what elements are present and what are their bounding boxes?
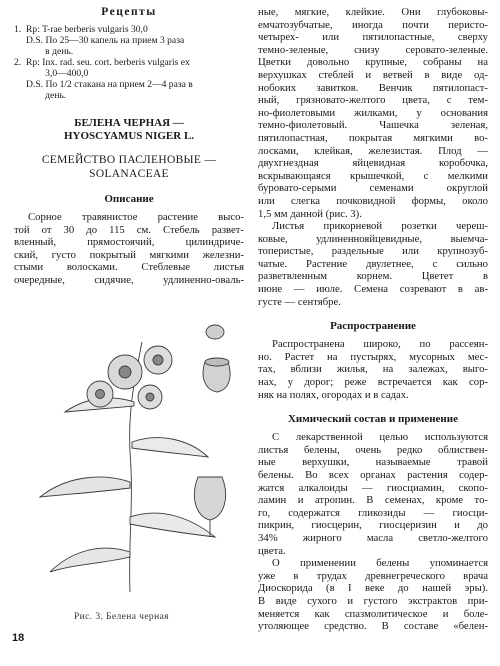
text-line: Цветки довольно крупные, собраны на	[258, 56, 488, 69]
text-line: Листья прикорневой розетки череш-	[272, 220, 488, 233]
text-line: лосками, клейкая, железистая. Плод —	[258, 144, 488, 157]
text-line: емчатозубчатые, иногда почти перисто-	[258, 18, 488, 31]
text-line: уже в трудах древнегреческого врача	[258, 569, 488, 582]
text-line: или слегка почковидной формы, около	[258, 194, 488, 207]
recipe-line: 1. Rp: T-rae berberis vulgaris 30,0	[14, 24, 148, 35]
plant-title-russian: БЕЛЕНА ЧЕРНАЯ —	[74, 117, 184, 129]
text-line: пятилопастная, покрытая мягкими во-	[258, 131, 488, 144]
henbane-illustration	[30, 302, 235, 602]
text-line: той от 30 до 115 см. Стебель развет-	[14, 223, 244, 236]
usage-paragraph	[258, 557, 488, 633]
text-line: В виде сухого и густого экстрактов при-	[258, 594, 488, 607]
description-continuation	[258, 6, 488, 220]
text-line: темно-зеленые, снизу серовато-зеленые.	[258, 43, 488, 56]
page-number: 18	[12, 632, 25, 644]
right-column	[258, 6, 488, 633]
family-latin: SOLANACEAE	[89, 168, 169, 180]
text-line: но. Растет на пустырях, мусорных мес-	[258, 350, 488, 363]
recipe-line: день.	[14, 90, 67, 101]
text-line: но-фиолетовыми жилками, у основания	[258, 106, 488, 119]
text-line: няк на полях, огородах и в садах.	[258, 388, 409, 401]
text-line: утоляющее средство. В составе «белен-	[258, 620, 488, 633]
text-line: цвета.	[258, 544, 286, 557]
text-line: двухгнездная яйцевидная коробочка,	[258, 157, 488, 170]
recipe-line: в день.	[14, 46, 74, 57]
text-line: пикрин, гиосцерин, гиосцеризин и до	[258, 519, 488, 532]
text-line: вленный, прямостоячий, цилиндриче-	[14, 236, 244, 249]
left-column	[14, 6, 244, 287]
distribution-paragraph	[258, 338, 488, 401]
text-line: Диоскорида (в I веке до нашей эры).	[258, 582, 488, 595]
text-line: 1,5 мм данной (рис. 3).	[258, 207, 362, 220]
text-line: июне — июле. Семена созревают в ав-	[258, 283, 488, 296]
text-line: густе — сентябре.	[258, 295, 341, 308]
text-line: ский, густо покрытый мягкими железни-	[14, 248, 244, 261]
chemistry-paragraph	[258, 431, 488, 557]
recipe-line: 2. Rp: Inx. rad. seu. cort. berberis vulgaris ex	[14, 57, 190, 68]
text-line: листья белены, очень редко облиствен-	[258, 443, 488, 456]
text-line: белены. Во всех органах растения содер-	[258, 469, 488, 481]
text-line: ковые, удлиненнояйцевидные, выемча-	[258, 232, 488, 245]
text-line: ный, грязновато-желтого цвета, с тем-	[258, 94, 488, 107]
description-paragraph	[14, 211, 244, 287]
recipes-heading: Рецепты	[101, 6, 157, 18]
text-line: нобоких завитков. Венчик пятилопаст-	[258, 81, 488, 94]
text-line: стыми волосками. Стеблевые листья	[14, 261, 244, 274]
plant-family	[14, 153, 244, 181]
recipe-line: D.S. По 25—30 капель на прием 3 раза	[14, 35, 185, 46]
text-line: ламин и атропин. В семенах, кроме то-	[258, 494, 488, 507]
text-line: темно-фиолетовый. Чашечка зеленая,	[258, 119, 488, 132]
text-line: топеристые, раздельные или крупнозуб-	[258, 245, 488, 258]
text-line: вскрывающаяся крышечкой, с мелкими	[258, 169, 488, 182]
figure-caption: Рис. 3. Белена черная	[74, 612, 169, 622]
text-line: О применении белены упоминается	[272, 557, 488, 570]
text-line: Сорное травянистое растение высо-	[28, 211, 244, 223]
text-line: чатые. Растение двулетнее, с сильно	[258, 257, 488, 270]
plant-title-latin: HYOSCYAMUS NIGER L.	[63, 130, 195, 142]
text-line: разветвленным корнем. Цветет в	[258, 270, 488, 283]
recipe-line: D.S. По 1/2 стакана на прием 2—4 раза в	[14, 79, 193, 90]
text-line: Распространена широко, по рассеян-	[272, 338, 488, 351]
plant-title	[14, 117, 244, 143]
text-line: 34% жирного масла светло-желтого	[258, 531, 488, 544]
distribution-heading: Распространение	[330, 320, 416, 333]
text-line: меняется как спазмолитическое и боле-	[258, 607, 488, 620]
family-russian: СЕМЕЙСТВО ПАСЛЕНОВЫЕ —	[41, 154, 217, 166]
text-line: нах, у дорог; реже встречается как сор-	[258, 376, 488, 389]
text-line: буровато-серыми семенами округлой	[258, 182, 488, 195]
text-line: очередные, сидячие, удлиненно-оваль-	[14, 273, 244, 286]
text-line: четырех- или пятилопастные, сверху	[258, 31, 488, 44]
text-line: тах, вблизи жилья, на залежах, выго-	[258, 363, 488, 376]
description-heading: Описание	[104, 193, 154, 205]
text-line: ные верхушки, называемые травой	[258, 456, 488, 469]
text-line: верхушках стеблей и ветвей в виде од-	[258, 68, 488, 81]
rosette-paragraph	[258, 220, 488, 308]
text-line: жатся алкалоиды — гиосциамин, скопо-	[258, 481, 488, 494]
text-line: го, содержатся гликозиды — гиосци-	[258, 506, 488, 519]
recipe-line: 3,0—400,0	[14, 68, 89, 79]
recipes-list	[14, 24, 244, 101]
text-line: С лекарственной целью используются	[272, 431, 488, 444]
chemistry-heading: Химический состав и применение	[287, 413, 458, 426]
text-line: ные, мягкие, клейкие. Они глубоковы-	[258, 6, 488, 18]
